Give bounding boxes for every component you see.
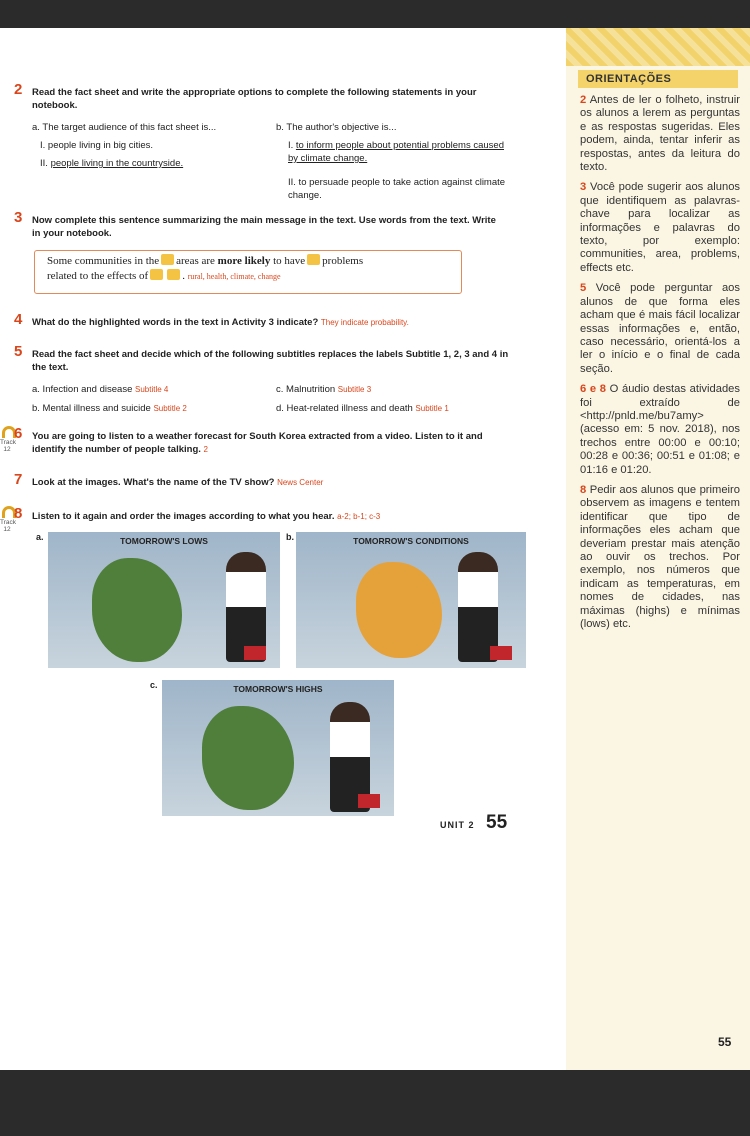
- option-text: a. Infection and disease: [32, 384, 133, 395]
- question-7: [14, 471, 514, 489]
- note-number: 8: [580, 483, 587, 496]
- question-4: [14, 311, 534, 329]
- question-number: 7: [14, 471, 23, 488]
- note-5: [580, 282, 740, 376]
- note-6-8: [580, 383, 740, 477]
- sidebar-title: ORIENTAÇÕES: [578, 70, 738, 88]
- weather-image-a: [48, 532, 280, 668]
- question-text: What do the highlighted words in the text in Activity 3 indicate?: [32, 317, 319, 328]
- question-8: [14, 505, 514, 523]
- option-a-label: a. The target audience of this fact sheet is...: [32, 122, 217, 133]
- note-number: 6 e 8: [580, 383, 606, 396]
- korea-map: [92, 558, 182, 662]
- note-text: Você pode sugerir aos alunos que identifiquem as palavras-chave para localizar as informações e palavras do texto, por exemplo: communities, area, problems, effects etc.: [580, 181, 741, 274]
- unit-label: UNIT 2: [440, 820, 475, 830]
- lock-icon: [167, 269, 180, 280]
- image-caption: TOMORROW'S HIGHS: [233, 684, 323, 694]
- option-text: c. Malnutrition: [276, 384, 336, 395]
- teacher-notes-sidebar: [566, 28, 750, 1070]
- korea-map: [356, 562, 442, 658]
- question-text: Look at the images. What's the name of the TV show?: [32, 477, 275, 488]
- option-d: [276, 402, 449, 415]
- option-a: [32, 383, 168, 396]
- answer-text: Subtitle 3: [337, 385, 372, 394]
- question-3: [14, 209, 504, 240]
- news-logo: [358, 794, 380, 808]
- option-prefix: I.: [288, 140, 294, 151]
- news-logo: [244, 646, 266, 660]
- answer-text: Subtitle 4: [135, 385, 169, 394]
- note-8: [580, 484, 740, 631]
- summary-box: Some communities in the areas are more likely to have problems related to the effects of . rural, health, climate, change: [34, 250, 462, 294]
- answer-underline: people living in the countryside.: [50, 158, 184, 169]
- bottom-page-number: 55: [718, 1035, 732, 1049]
- image-a-label: a.: [36, 532, 44, 542]
- image-c-label: c.: [150, 680, 158, 690]
- box-text: related to the effects of: [47, 270, 149, 282]
- note-3: [580, 181, 740, 275]
- answer-text: They indicate probability.: [320, 318, 409, 327]
- weather-image-b: [296, 532, 526, 668]
- note-number: 2: [580, 94, 587, 106]
- question-number: 8: [14, 505, 23, 522]
- question-number: 4: [14, 311, 23, 328]
- weather-image-c: [162, 680, 394, 816]
- answer-text: Subtitle 2: [153, 404, 187, 413]
- option-text: b. Mental illness and suicide: [32, 403, 151, 414]
- question-6: [14, 425, 504, 456]
- answer-text: Subtitle 1: [415, 404, 449, 413]
- answer-text: 2: [203, 445, 208, 454]
- image-caption: TOMORROW'S CONDITIONS: [353, 536, 469, 546]
- question-text: You are going to listen to a weather forecast for South Korea extracted from a video. Listen to it and identify the number of people talking.: [32, 431, 483, 455]
- sidebar-body: [566, 88, 750, 631]
- lock-icon: [150, 269, 163, 280]
- page-number: 55: [486, 812, 508, 833]
- track-label: Track 12: [0, 439, 17, 453]
- image-caption: TOMORROW'S LOWS: [120, 536, 208, 546]
- decorative-pattern: [566, 28, 750, 66]
- question-text: Read the fact sheet and decide which of the following subtitles replaces the labels Subtitle 1, 2, 3 and 4 in the text.: [32, 349, 509, 373]
- box-text: problems: [322, 255, 364, 267]
- note-2: [580, 94, 740, 174]
- option-text: d. Heat-related illness and death: [276, 403, 413, 414]
- note-text: Pedir aos alunos que primeiro observem as imagens e tentem identificar que tipo de informações eles acham que deveriam prestar mais atenção ao ouvir os trechos. Por exemplo, nos números que indicam as temperaturas, em nomes de cidades, nas máximas (highs) e mínimas (lows) etc.: [580, 483, 740, 631]
- answer-underline: to inform people about potential problems caused by climate change.: [288, 140, 504, 164]
- page: [0, 28, 750, 1070]
- lock-icon: [161, 254, 174, 265]
- question-text: Read the fact sheet and write the appropriate options to complete the following statements in your notebook.: [32, 87, 477, 111]
- option-a1: I. people living in big cities.: [40, 140, 154, 151]
- box-bold: more likely: [217, 255, 271, 267]
- box-text: areas are: [176, 255, 215, 267]
- question-number: 3: [14, 209, 23, 226]
- box-text: to have: [273, 255, 306, 267]
- track-label: Track 12: [0, 519, 17, 533]
- note-number: 5: [580, 282, 587, 295]
- note-text: O áudio destas atividades foi extraído de <http://pnld.me/bu7amy> (acesso em: 5 nov. 2018), nos trechos entre 00:00 e 00:10; 00:28 e 00:36; 00:51 e 01:08; e 01:16 e 01:20.: [580, 383, 740, 476]
- note-text: Antes de ler o folheto, instruir os alunos a lerem as perguntas e as respostas sugeridas. Eles podem, ainda, tentar inferir as respostas, antes da leitura do texto.: [580, 94, 740, 174]
- option-a2: [40, 157, 183, 170]
- answer-text: rural, health, climate, change: [187, 272, 281, 281]
- question-text: Listen to it again and order the images according to what you hear.: [32, 511, 335, 522]
- box-text: Some communities in the: [47, 255, 160, 267]
- note-text: Você pode perguntar aos alunos de que forma eles acham que é mais fácil localizar essas informações e, então, caso necessário, orientá-los a ler o início e o final de cada seção.: [580, 282, 740, 375]
- option-prefix: II.: [40, 158, 48, 169]
- textbook-page: [0, 28, 562, 858]
- option-b2: II. to persuade people to take action against climate change.: [288, 177, 506, 201]
- question-2: [14, 81, 494, 112]
- korea-map: [202, 706, 294, 810]
- question-number: 5: [14, 343, 23, 360]
- question-number: 6: [14, 425, 23, 442]
- image-b-label: b.: [286, 532, 294, 542]
- note-number: 3: [580, 181, 587, 194]
- option-b-label: b. The author's objective is...: [276, 122, 397, 133]
- question-number: 2: [14, 81, 23, 98]
- question-text: Now complete this sentence summarizing the main message in the text. Use words from the text. Write in your notebook.: [32, 215, 496, 239]
- news-logo: [490, 646, 512, 660]
- answer-text: News Center: [277, 478, 324, 487]
- option-b: [32, 402, 187, 415]
- option-b1: [288, 139, 508, 165]
- lock-icon: [307, 254, 320, 265]
- answer-text: a-2; b-1; c-3: [337, 512, 381, 521]
- question-5: [14, 343, 514, 374]
- option-c: [276, 383, 371, 396]
